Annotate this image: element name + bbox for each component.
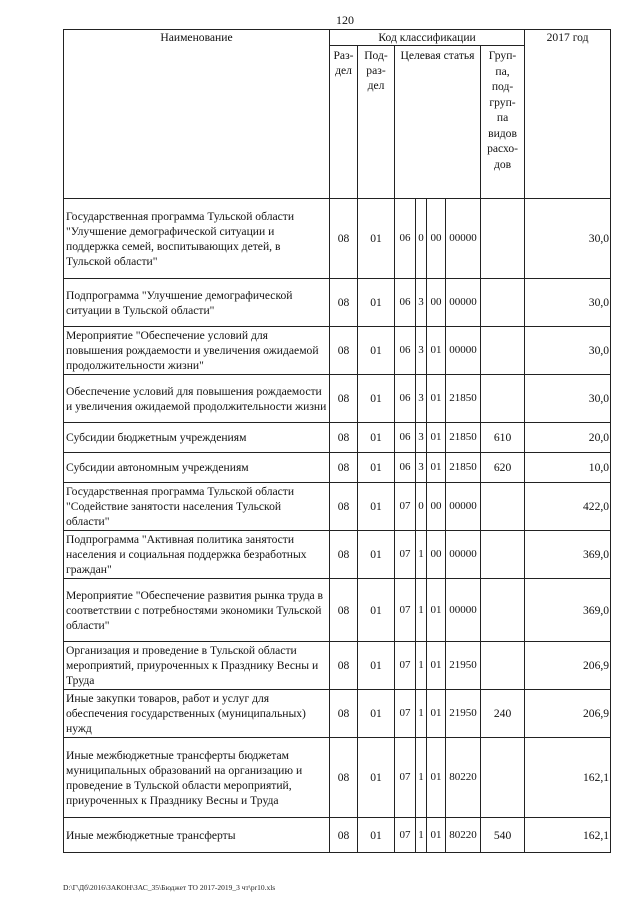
row-expense-type	[481, 199, 525, 279]
row-razdel: 08	[330, 453, 358, 483]
row-target-direction: 80220	[446, 818, 481, 853]
table-row	[64, 531, 611, 579]
row-podrazdel: 01	[358, 642, 395, 690]
footer-path: D:\Г\Дб\2016\ЗАКОН\ЗАС_35\Бюджет ТО 2017-2019_3 чт\pr10.xls	[63, 883, 276, 892]
row-razdel: 08	[330, 423, 358, 453]
row-target-event: 00	[427, 531, 446, 579]
row-name: Подпрограмма "Активная политика занятости населения и социальная поддержка безработных граждан"	[64, 531, 330, 579]
row-amount: 422,0	[525, 483, 611, 531]
row-amount: 206,9	[525, 642, 611, 690]
row-razdel: 08	[330, 199, 358, 279]
table-row	[64, 738, 611, 818]
row-target-program: 07	[395, 579, 416, 642]
table-row	[64, 423, 611, 453]
row-target-subprogram: 1	[416, 690, 427, 738]
row-target-event: 00	[427, 279, 446, 327]
table-row	[64, 818, 611, 853]
row-razdel: 08	[330, 738, 358, 818]
row-podrazdel: 01	[358, 423, 395, 453]
row-target-event: 00	[427, 199, 446, 279]
table-row	[64, 279, 611, 327]
row-target-event: 01	[427, 642, 446, 690]
row-target-direction: 00000	[446, 483, 481, 531]
row-target-program: 06	[395, 199, 416, 279]
row-target-event: 01	[427, 818, 446, 853]
row-target-subprogram: 0	[416, 483, 427, 531]
row-razdel: 08	[330, 279, 358, 327]
row-amount: 369,0	[525, 531, 611, 579]
table-row	[64, 453, 611, 483]
row-target-subprogram: 1	[416, 579, 427, 642]
row-amount: 30,0	[525, 199, 611, 279]
row-name: Государственная программа Тульской области "Улучшение демографической ситуации и поддержка семей, воспитывающих детей, в Тульской области"	[64, 199, 330, 279]
row-target-program: 06	[395, 279, 416, 327]
row-amount: 30,0	[525, 375, 611, 423]
table-row	[64, 483, 611, 531]
row-target-event: 00	[427, 483, 446, 531]
row-target-subprogram: 3	[416, 423, 427, 453]
header-name: Наименование	[64, 30, 330, 199]
row-podrazdel: 01	[358, 327, 395, 375]
row-name: Мероприятие "Обеспечение условий для повышения рождаемости и увеличения ожидаемой продолжительности жизни"	[64, 327, 330, 375]
row-target-subprogram: 1	[416, 738, 427, 818]
row-target-direction: 21850	[446, 453, 481, 483]
table-row	[64, 199, 611, 279]
row-expense-type	[481, 531, 525, 579]
row-target-direction: 00000	[446, 579, 481, 642]
budget-table	[63, 29, 611, 853]
row-podrazdel: 01	[358, 199, 395, 279]
row-name: Организация и проведение в Тульской области мероприятий, приуроченных к Празднику Весны и Труда	[64, 642, 330, 690]
row-razdel: 08	[330, 531, 358, 579]
header-subsection: Под- раз- дел	[358, 46, 395, 199]
row-podrazdel: 01	[358, 453, 395, 483]
row-name: Обеспечение условий для повышения рождаемости и увеличения ожидаемой продолжительности жизни	[64, 375, 330, 423]
row-target-program: 07	[395, 483, 416, 531]
row-target-direction: 00000	[446, 327, 481, 375]
row-target-program: 07	[395, 818, 416, 853]
table-row	[64, 690, 611, 738]
row-target-subprogram: 0	[416, 199, 427, 279]
row-razdel: 08	[330, 327, 358, 375]
row-expense-type: 620	[481, 453, 525, 483]
row-target-direction: 21850	[446, 375, 481, 423]
header-code: Код классификации	[330, 30, 525, 46]
row-amount: 369,0	[525, 579, 611, 642]
row-name: Иные закупки товаров, работ и услуг для обеспечения государственных (муниципальных) нужд	[64, 690, 330, 738]
row-target-subprogram: 3	[416, 375, 427, 423]
row-expense-type: 540	[481, 818, 525, 853]
row-podrazdel: 01	[358, 279, 395, 327]
row-expense-type: 610	[481, 423, 525, 453]
row-target-event: 01	[427, 327, 446, 375]
row-expense-type	[481, 279, 525, 327]
row-amount: 162,1	[525, 738, 611, 818]
row-target-event: 01	[427, 423, 446, 453]
page-number: 120	[336, 13, 354, 27]
row-target-program: 07	[395, 642, 416, 690]
row-amount: 30,0	[525, 279, 611, 327]
row-razdel: 08	[330, 579, 358, 642]
row-target-direction: 21950	[446, 642, 481, 690]
row-name: Мероприятие "Обеспечение развития рынка труда в соответствии с потребностями экономики Тульской области"	[64, 579, 330, 642]
row-target-direction: 00000	[446, 199, 481, 279]
row-name: Иные межбюджетные трансферты бюджетам муниципальных образований на организацию и проведение в Тульской области мероприятий, приуроченных к Празднику Весны и Труда	[64, 738, 330, 818]
row-target-direction: 21950	[446, 690, 481, 738]
row-podrazdel: 01	[358, 531, 395, 579]
row-amount: 20,0	[525, 423, 611, 453]
row-expense-type	[481, 327, 525, 375]
row-target-program: 06	[395, 423, 416, 453]
row-target-program: 06	[395, 327, 416, 375]
row-razdel: 08	[330, 690, 358, 738]
row-razdel: 08	[330, 642, 358, 690]
header-group: Груп- па, под- груп- па видов расхо- дов	[481, 46, 525, 199]
row-podrazdel: 01	[358, 690, 395, 738]
row-target-subprogram: 3	[416, 279, 427, 327]
header-year: 2017 год	[525, 30, 611, 199]
row-target-program: 06	[395, 453, 416, 483]
row-razdel: 08	[330, 483, 358, 531]
row-podrazdel: 01	[358, 579, 395, 642]
row-amount: 162,1	[525, 818, 611, 853]
row-target-direction: 00000	[446, 279, 481, 327]
row-podrazdel: 01	[358, 483, 395, 531]
row-podrazdel: 01	[358, 375, 395, 423]
row-target-event: 01	[427, 375, 446, 423]
table-row	[64, 375, 611, 423]
row-expense-type	[481, 375, 525, 423]
row-target-event: 01	[427, 453, 446, 483]
table-row	[64, 327, 611, 375]
row-target-subprogram: 1	[416, 818, 427, 853]
row-expense-type	[481, 483, 525, 531]
row-target-direction: 21850	[446, 423, 481, 453]
row-target-subprogram: 1	[416, 531, 427, 579]
row-expense-type: 240	[481, 690, 525, 738]
row-target-subprogram: 3	[416, 453, 427, 483]
row-name: Подпрограмма "Улучшение демографической ситуации в Тульской области"	[64, 279, 330, 327]
row-name: Государственная программа Тульской области "Содействие занятости населения Тульской области"	[64, 483, 330, 531]
row-target-event: 01	[427, 579, 446, 642]
header-target: Целевая статья	[395, 46, 481, 199]
row-razdel: 08	[330, 375, 358, 423]
header-section: Раз- дел	[330, 46, 358, 199]
row-podrazdel: 01	[358, 818, 395, 853]
row-amount: 10,0	[525, 453, 611, 483]
row-amount: 206,9	[525, 690, 611, 738]
row-target-subprogram: 3	[416, 327, 427, 375]
row-target-event: 01	[427, 690, 446, 738]
row-podrazdel: 01	[358, 738, 395, 818]
row-name: Субсидии автономным учреждениям	[64, 453, 330, 483]
row-razdel: 08	[330, 818, 358, 853]
row-name: Субсидии бюджетным учреждениям	[64, 423, 330, 453]
row-expense-type	[481, 642, 525, 690]
row-target-direction: 80220	[446, 738, 481, 818]
row-expense-type	[481, 738, 525, 818]
row-target-direction: 00000	[446, 531, 481, 579]
row-target-subprogram: 1	[416, 642, 427, 690]
row-target-program: 07	[395, 738, 416, 818]
row-target-program: 07	[395, 690, 416, 738]
table-row	[64, 642, 611, 690]
table-row	[64, 579, 611, 642]
row-target-event: 01	[427, 738, 446, 818]
row-target-program: 06	[395, 375, 416, 423]
row-name: Иные межбюджетные трансферты	[64, 818, 330, 853]
row-target-program: 07	[395, 531, 416, 579]
row-expense-type	[481, 579, 525, 642]
row-amount: 30,0	[525, 327, 611, 375]
header-row	[64, 30, 611, 46]
